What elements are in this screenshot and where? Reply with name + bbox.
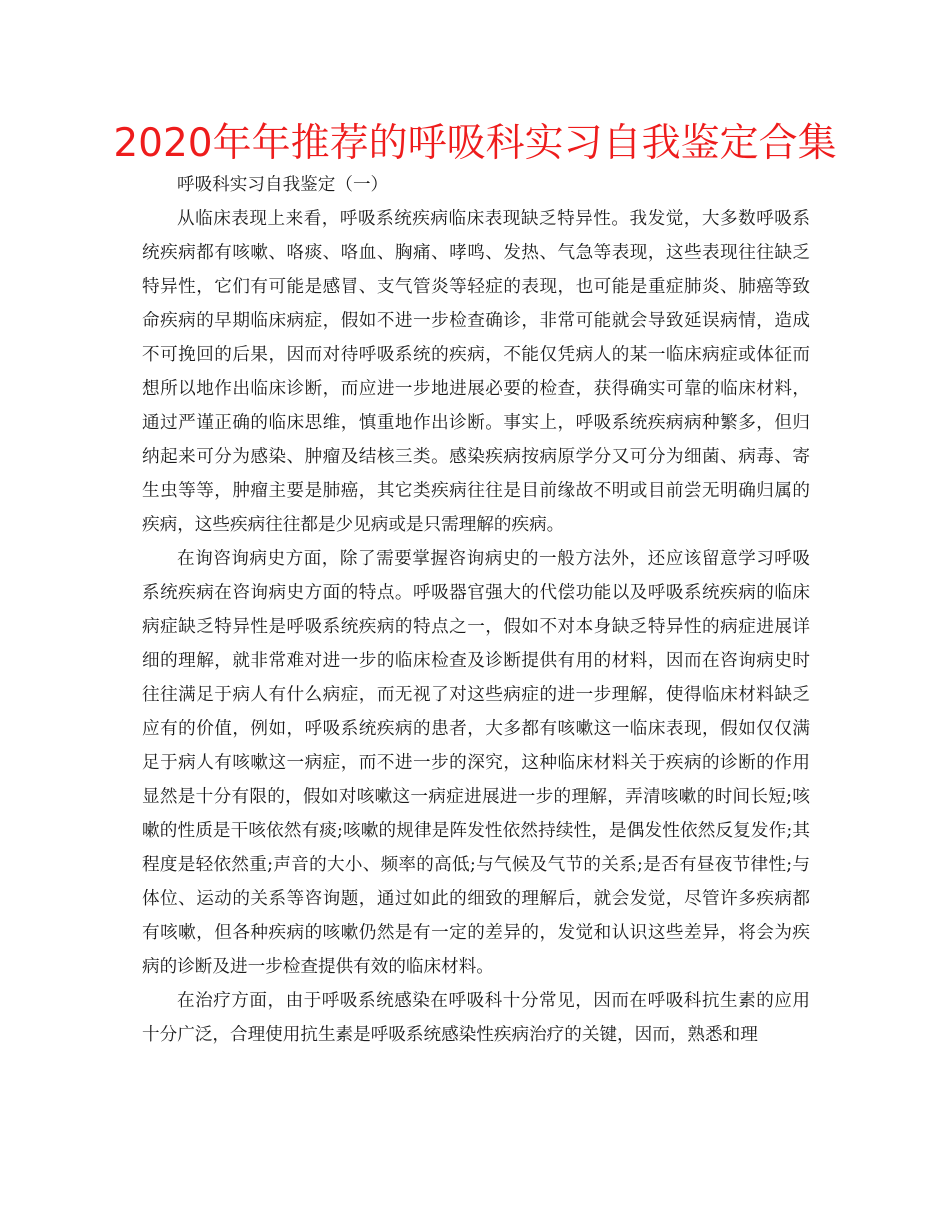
document-title: 2020年年推荐的呼吸科实习自我鉴定合集 — [113, 121, 837, 166]
section-subtitle: 呼吸科实习自我鉴定（一） — [177, 175, 389, 195]
paragraph-medical-history: 在询咨询病史方面，除了需要掌握咨询病史的一般方法外，还应该留意学习呼吸系统疾病在咨询病史方面的特点。呼吸器官强大的代偿功能以及呼吸系统疾病的临床病症缺乏特异性是呼吸系统疾病的特点之一，假如不对本身缺乏特异性的病症进展详细的理解，就非常难对进一步的临床检查及诊断提供有用的材料，因而在咨询病史时往往满足于病人有什么病症，而无视了对这些病症的进一步理解，使得临床材料缺乏应有的价值，例如，呼吸系统疾病的患者，大多都有咳嗽这一临床表现，假如仅仅满足于病人有咳嗽这一病症，而不进一步的深究，这种临床材料关于疾病的诊断的作用显然是十分有限的，假如对咳嗽这一病症进展进一步的理解，弄清咳嗽的时间长短;咳嗽的性质是干咳依然有痰;咳嗽的规律是阵发性依然持续性，是偶发性依然反复发作;其程度是轻依然重;声音的大小、频率的高低;与气候及气节的关系;是否有昼夜节律性;与体位、运动的关系等咨询题，通过如此的细致的理解后，就会发觉，尽管许多疾病都有咳嗽，但各种疾病的咳嗽仍然是有一定的差异的，发觉和认识这些差异，将会为疾病的诊断及进一步检查提供有效的临床材料。 — [142, 549, 810, 977]
paragraph-clinical-presentation: 从临床表现上来看，呼吸系统疾病临床表现缺乏特异性。我发觉，大多数呼吸系统疾病都有咳嗽、咯痰、咯血、胸痛、哮鸣、发热、气急等表现，这些表现往往缺乏特异性，它们有可能是感冒、支气管炎等轻症的表现，也可能是重症肺炎、肺癌等致命疾病的早期临床病症，假如不进一步检查确诊，非常可能就会导致延误病情，造成不可挽回的后果，因而对待呼吸系统的疾病，不能仅凭病人的某一临床病症或体征而想所以地作出临床诊断，而应进一步地进展必要的检查，获得确实可靠的临床材料，通过严谨正确的临床思维，慎重地作出诊断。事实上，呼吸系统疾病病种繁多，但归纳起来可分为感染、肿瘤及结核三类。感染疾病按病原学分又可分为细菌、病毒、寄生虫等等，肿瘤主要是肺癌，其它类疾病往往是目前缘故不明或目前尝无明确归属的疾病，这些疾病往往都是少见病或是只需理解的疾病。 — [142, 209, 810, 535]
paragraph-treatment: 在治疗方面，由于呼吸系统感染在呼吸科十分常见，因而在呼吸科抗生素的应用十分广泛，合理使用抗生素是呼吸系统感染性疾病治疗的关键，因而，熟悉和理 — [142, 991, 810, 1045]
document-body — [142, 168, 810, 1052]
